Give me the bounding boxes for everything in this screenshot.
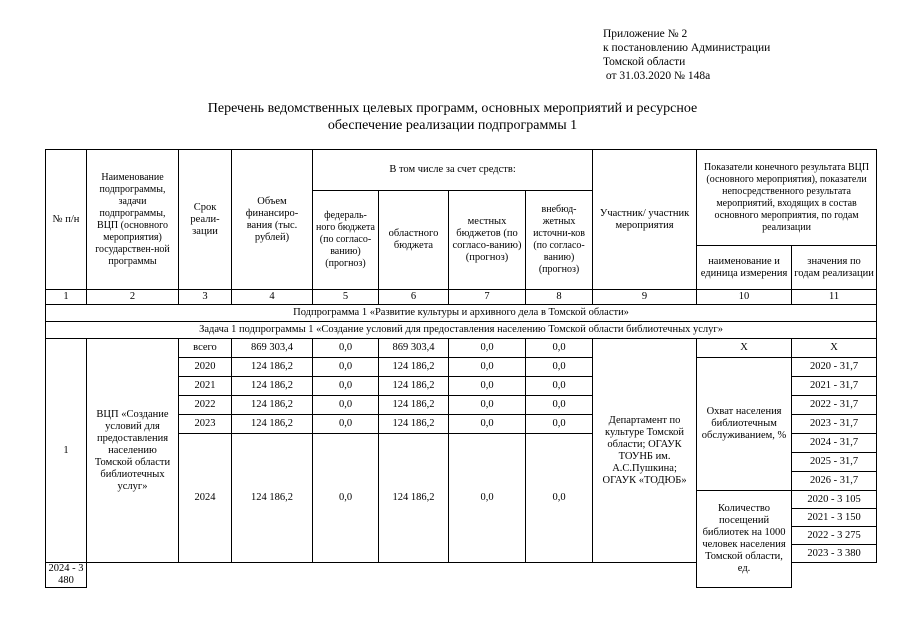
indicator-1-name: Охват населения библиотечным обслуживанием, %	[697, 358, 792, 491]
header-col-extra: внебюд-жетных источни-ков (по согласо-ванию) (прогноз)	[526, 191, 593, 290]
period-cell: всего	[179, 339, 232, 358]
title-line: Перечень ведомственных целевых программ, основных мероприятий и ресурсное	[207, 101, 698, 116]
header-col-indicator-value: значения по годам реализации	[792, 246, 877, 290]
extra-cell: 0,0	[526, 377, 593, 396]
volume-cell: 124 186,2	[232, 434, 313, 563]
column-number: 1	[46, 290, 87, 305]
program-table	[45, 149, 877, 588]
column-number: 8	[526, 290, 593, 305]
header-group-indicators: Показатели конечного результата ВЦП (основного мероприятия), показатели непосредственного результата мероприятий, входящих в состав основного мероприятия, по годам реализации	[697, 150, 877, 246]
period-cell: 2021	[179, 377, 232, 396]
indicator-2-value: 2021 - 3 150	[792, 509, 877, 527]
indicator-total-name: Х	[697, 339, 792, 358]
indicator-2-value: 2023 - 3 380	[792, 545, 877, 563]
volume-cell: 124 186,2	[232, 396, 313, 415]
page-title	[0, 100, 905, 134]
column-number: 10	[697, 290, 792, 305]
local-cell: 0,0	[449, 339, 526, 358]
volume-cell: 124 186,2	[232, 377, 313, 396]
local-cell: 0,0	[449, 377, 526, 396]
regional-cell: 124 186,2	[379, 415, 449, 434]
header-col-federal: федераль-ного бюджета (по согласо-ванию) (прогноз)	[313, 191, 379, 290]
local-cell: 0,0	[449, 434, 526, 563]
item-name: ВЦП «Создание условий для предоставления населению Томской области библиотечных услуг»	[87, 339, 179, 563]
volume-cell: 124 186,2	[232, 358, 313, 377]
local-cell: 0,0	[449, 415, 526, 434]
header-group-sources: В том числе за счет средств:	[313, 150, 593, 191]
column-number: 3	[179, 290, 232, 305]
header-col-period: Срок реали-зации	[179, 150, 232, 290]
header-col-volume: Объем финансиро-вания (тыс. рублей)	[232, 150, 313, 290]
extra-cell: 0,0	[526, 358, 593, 377]
title-line: обеспечение реализации подпрограммы 1	[327, 118, 578, 133]
task-row: Задача 1 подпрограммы 1 «Создание условий для предоставления населению Томской области библиотечных услуг»	[46, 322, 877, 339]
table-row	[46, 339, 877, 358]
regional-cell: 124 186,2	[379, 396, 449, 415]
appendix-line: Томской области	[603, 56, 686, 68]
extra-cell: 0,0	[526, 396, 593, 415]
item-number: 1	[46, 339, 87, 563]
regional-cell: 124 186,2	[379, 377, 449, 396]
federal-cell: 0,0	[313, 415, 379, 434]
indicator-1-value: 2023 - 31,7	[792, 415, 877, 434]
federal-cell: 0,0	[313, 434, 379, 563]
indicator-2-name: Количество посещений библиотек на 1000 человек населения Томской области, ед.	[697, 491, 792, 588]
column-number-row	[46, 290, 877, 305]
period-cell: 2020	[179, 358, 232, 377]
federal-cell: 0,0	[313, 358, 379, 377]
column-number: 6	[379, 290, 449, 305]
indicator-2-value: 2020 - 3 105	[792, 491, 877, 509]
indicator-1-value: 2025 - 31,7	[792, 453, 877, 472]
header-col-local: местных бюджетов (по согласо-ванию) (прогноз)	[449, 191, 526, 290]
participant-cell: Департамент по культуре Томской области; ОГАУК ТОУНБ им. А.С.Пушкина; ОГАУК «ТОДЮБ»	[593, 339, 697, 563]
federal-cell: 0,0	[313, 339, 379, 358]
indicator-total-value: Х	[792, 339, 877, 358]
appendix-line: от 31.03.2020 № 148а	[603, 70, 711, 82]
extra-cell: 0,0	[526, 434, 593, 563]
local-cell: 0,0	[449, 358, 526, 377]
subprogram-row: Подпрограмма 1 «Развитие культуры и архивного дела в Томской области»	[46, 305, 877, 322]
column-number: 2	[87, 290, 179, 305]
column-number: 11	[792, 290, 877, 305]
regional-cell: 869 303,4	[379, 339, 449, 358]
period-cell: 2024	[179, 434, 232, 563]
regional-cell: 124 186,2	[379, 434, 449, 563]
extra-cell: 0,0	[526, 339, 593, 358]
appendix-line: к постановлению Администрации	[603, 42, 771, 54]
column-number: 5	[313, 290, 379, 305]
indicator-1-value: 2020 - 31,7	[792, 358, 877, 377]
header-col-indicator-name: наименование и единица измерения	[697, 246, 792, 290]
appendix-block	[603, 27, 770, 83]
local-cell: 0,0	[449, 396, 526, 415]
header-col-participant: Участник/ участник мероприятия	[593, 150, 697, 290]
indicator-1-value: 2021 - 31,7	[792, 377, 877, 396]
column-number: 9	[593, 290, 697, 305]
federal-cell: 0,0	[313, 377, 379, 396]
column-number: 4	[232, 290, 313, 305]
indicator-1-value: 2022 - 31,7	[792, 396, 877, 415]
indicator-2-value: 2024 - 3 480	[46, 563, 87, 588]
column-number: 7	[449, 290, 526, 305]
header-col-regional: областного бюджета	[379, 191, 449, 290]
indicator-1-value: 2024 - 31,7	[792, 434, 877, 453]
indicator-2-value: 2022 - 3 275	[792, 527, 877, 545]
federal-cell: 0,0	[313, 396, 379, 415]
appendix-line: Приложение № 2	[603, 28, 688, 40]
regional-cell: 124 186,2	[379, 358, 449, 377]
extra-cell: 0,0	[526, 415, 593, 434]
period-cell: 2023	[179, 415, 232, 434]
period-cell: 2022	[179, 396, 232, 415]
header-col-name: Наименование подпрограммы, задачи подпрограммы, ВЦП (основного мероприятия) государствен-ной программы	[87, 150, 179, 290]
volume-cell: 869 303,4	[232, 339, 313, 358]
volume-cell: 124 186,2	[232, 415, 313, 434]
indicator-1-value: 2026 - 31,7	[792, 472, 877, 491]
header-col-number: № п/н	[46, 150, 87, 290]
